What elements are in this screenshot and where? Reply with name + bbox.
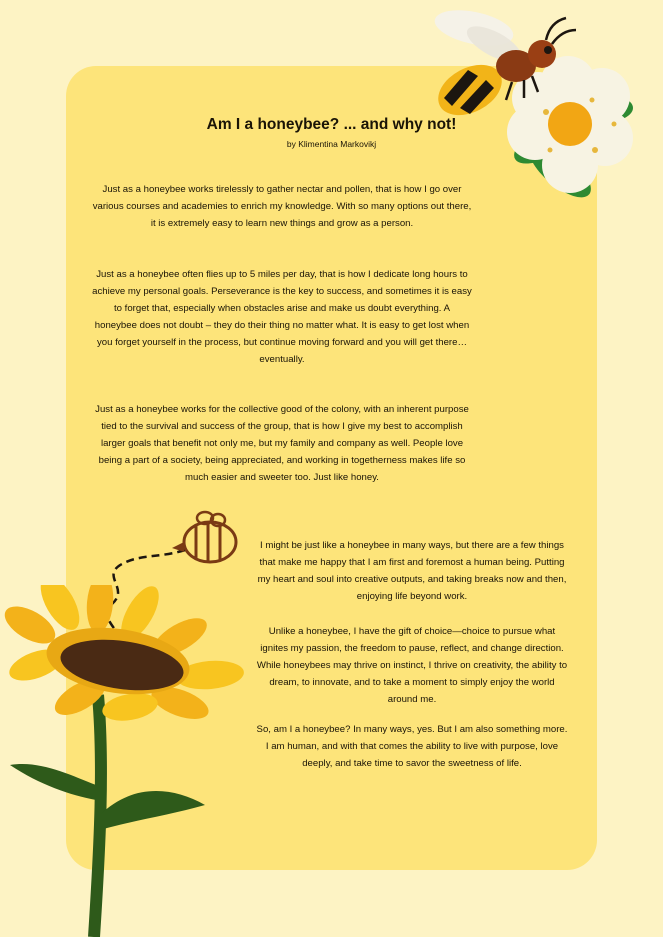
author-byline: by Klimentina Markovikj [286, 139, 377, 149]
paragraph-1: Just as a honeybee works tirelessly to gather nectar and pollen, that is how I go over various courses and academies to enrich my knowledge. With so many options out there, it is extremely easy to learn new things and grow as a person. [92, 184, 472, 229]
paragraph-5: Unlike a honeybee, I have the gift of choice—choice to pursue what ignites my passion, the freedom to pause, reflect, and change direction. While honeybees may thrive on instinct, I thrive on creativity, the ability to dream, to innovate, and to take a moment to simply enjoy the world around me. [256, 626, 568, 705]
sunflower-stem [10, 695, 205, 937]
sunflower-illustration [0, 585, 270, 937]
paragraph-3: Just as a honeybee works for the collective good of the colony, with an inherent purpose tied to the survival and success of the group, that is how I give my best to accomplish larger goals that benefit not only me, but my family and company as well. People love being a part of a society, being appreciated, and working in togetherness makes life so much easier and sweeter too. Just like honey. [95, 404, 469, 483]
paragraph-6: So, am I a honeybee? In many ways, yes. But I am also something more. I am human, and with that comes the ability to live with purpose, love deeply, and take time to savor the sweetness of life. [256, 724, 568, 769]
sunflower-head-icon [0, 585, 245, 725]
bee-icon [172, 512, 236, 562]
page-title: Am I a honeybee? ... and why not! [206, 116, 457, 133]
honeybee-on-flower-illustration [420, 0, 663, 205]
paragraph-4: I might be just like a honeybee in many ways, but there are a few things that make me happy that I am first and foremost a human being. Putting my heart and soul into creative outputs, and taking breaks now and then, enjoying life beyond work. [257, 540, 567, 602]
paragraph-2: Just as a honeybee often flies up to 5 miles per day, that is how I dedicate long hours to achieve my personal goals. Perseverance is the key to success, and sometimes it is easy to forget that, especially when obstacles arise and make us doubt everything. A honeybee does not doubt – they do their thing no matter what. It is easy to get lost when you forget yourself in the process, but continue moving forward and you will get there… eventually. [92, 269, 472, 365]
